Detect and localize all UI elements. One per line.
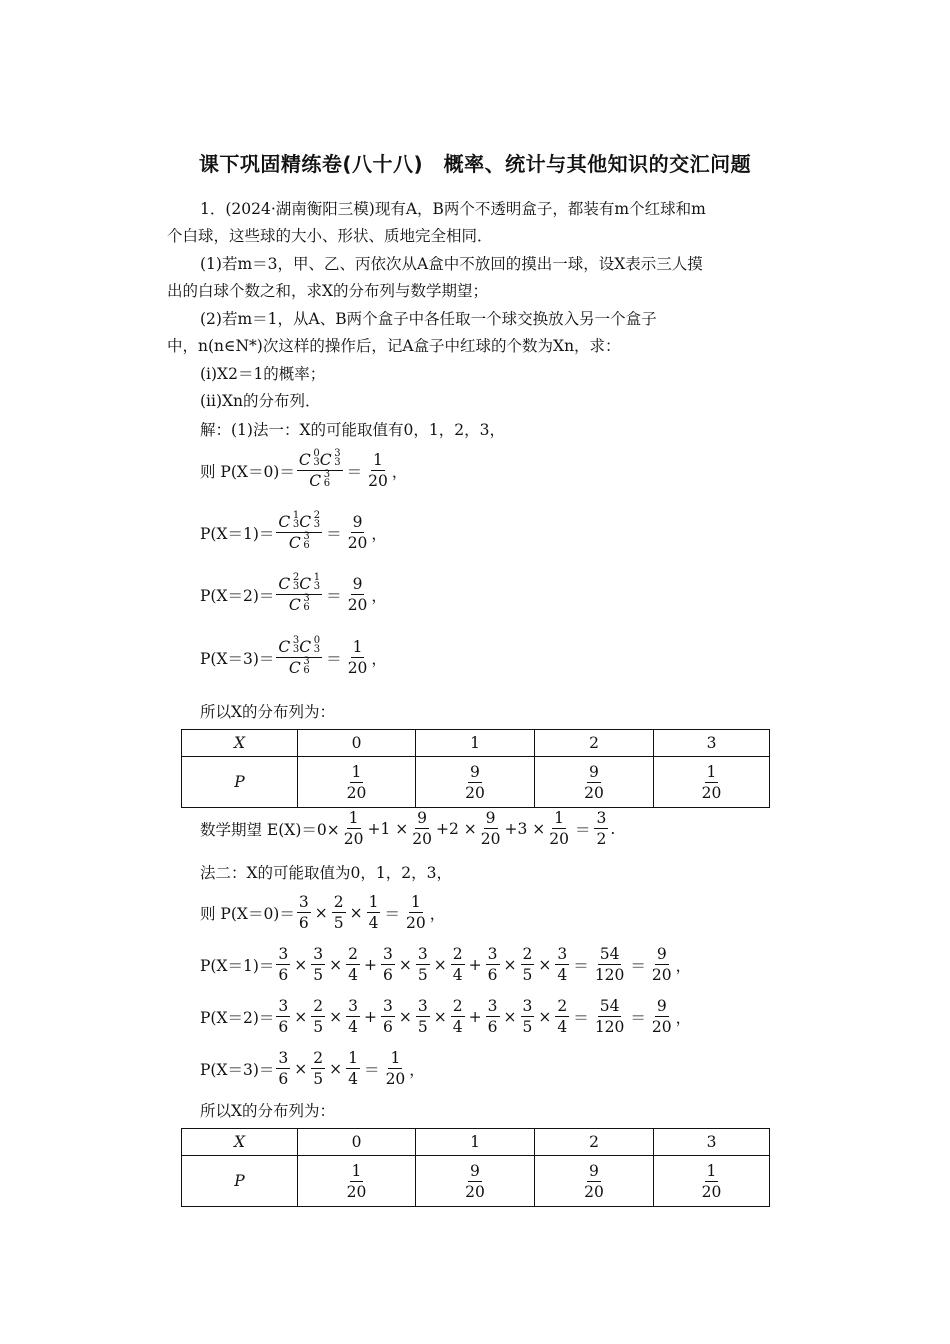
table-cell: $\frac{9}{20}$: [535, 757, 654, 808]
table-cell: P: [182, 1156, 298, 1207]
fraction: $\frac{1}{4}$: [368, 893, 379, 932]
p3-prefix: P(X＝3)＝: [200, 649, 275, 668]
fraction: $\frac{9}{20}$: [651, 997, 672, 1036]
fraction: $\frac{2}{5}$: [522, 945, 533, 984]
combination-symbol: C 3 3: [278, 635, 300, 656]
result-denominator: 20: [347, 534, 368, 552]
part1-line-1: (1)若m＝3，甲、乙、丙依次从A盒中不放回的摸出一球，设X表示三人摸: [200, 255, 703, 273]
result-denominator: 20: [368, 472, 388, 490]
combo-fraction: [276, 637, 322, 678]
combo-numerator: [297, 450, 343, 471]
result-fraction: [346, 637, 370, 678]
fraction: $\frac{2}{4}$: [348, 945, 359, 984]
fraction: $\frac{1}{20}$: [406, 893, 426, 932]
combo-numerator: [276, 512, 322, 533]
combination-symbol: C 1 3: [299, 572, 321, 593]
equation-p2: P(X＝2)＝ C 2 3 C 1 3 C 3 6 ＝ $\frac{9}{20}$ ，: [200, 572, 387, 614]
distribution-intro-2: 所以X的分布列为：: [200, 1102, 336, 1120]
fraction: $\frac{2}{4}$: [452, 945, 463, 984]
fraction: $\frac{3}{6}$: [278, 945, 289, 984]
equation-p0: 则 P(X＝0)＝ C 0 3 C 3 3 C 3 6 ＝ $\frac{1}{20}$ ，: [200, 448, 408, 490]
fraction: $\frac{3}{5}$: [417, 945, 428, 984]
fraction: $\frac{3}{6}$: [487, 945, 498, 984]
result-fraction: [346, 574, 370, 615]
table-probability-row: [182, 1156, 770, 1207]
combo-denominator: [287, 595, 312, 615]
distribution-table-1: [181, 729, 770, 808]
part1-line-2: 出的白球个数之和，求X的分布列与数学期望；: [167, 282, 489, 300]
fraction: $\frac{9}{20}$: [651, 945, 672, 984]
distribution-table-2: [181, 1128, 770, 1207]
result-numerator: 1: [352, 638, 363, 656]
distribution-intro-1: 所以X的分布列为：: [200, 703, 336, 721]
fraction: $\frac{2}{5}$: [313, 997, 324, 1036]
combination-symbol: C 0 3: [299, 635, 321, 656]
expectation-prefix: 数学期望 E(X)＝0×: [200, 820, 340, 839]
fraction: $\frac{2}{4}$: [452, 997, 463, 1036]
fraction: $\frac{2}{5}$: [313, 1049, 324, 1088]
part2-line-2: 中，n(n∈N*)次这样的操作后，记A盒子中红球的个数为Xn，求：: [167, 337, 621, 355]
result-fraction: [346, 512, 370, 553]
result-denominator: 20: [347, 659, 368, 677]
combination-symbol: C 1 3: [278, 510, 300, 531]
combo-fraction: [297, 450, 343, 491]
combo-numerator: [276, 637, 322, 658]
sub-question-i: (i)X2＝1的概率；: [200, 365, 326, 383]
m2-equation-p0: 则 P(X＝0)＝ $\frac{3}{6}$ × $\frac{2}{5}$ × $\frac{1}{4}$ ＝ $\frac{1}{20}$ ，: [200, 893, 446, 932]
table-cell: 2: [535, 1129, 654, 1156]
table-cell: $\frac{1}{20}$: [298, 757, 416, 808]
combination-symbol: C 3 6: [288, 593, 310, 614]
m2-p0-prefix: 则 P(X＝0)＝: [200, 904, 295, 923]
table-cell: $\frac{1}{20}$: [654, 1156, 770, 1207]
problem-line-1: 1．(2024·湖南衡阳三模)现有A，B两个不透明盒子，都装有m个红球和m: [200, 200, 706, 218]
table-cell: $\frac{9}{20}$: [535, 1156, 654, 1207]
combination-symbol: C 2 3: [299, 510, 321, 531]
combo-fraction: [276, 574, 322, 615]
fraction: $\frac{2}{5}$: [333, 893, 344, 932]
combo-numerator: [276, 574, 322, 595]
fraction: $\frac{3}{6}$: [278, 1049, 289, 1088]
m2-equation-p1: P(X＝1)＝ $\frac{3}{6}$ × $\frac{3}{5}$ × $\frac{2}{4}$ + $\frac{3}{6}$ × $\frac{3}{5}$ × $\frac{2}{4}$ + $\frac{3}{6}$ × $\frac{2}{5}$ × $\frac{3}{4}$ ＝ $\frac{54}{120}$ ＝ $\frac{9}{20}$ ，: [200, 945, 692, 984]
combination-symbol: C 2 3: [278, 572, 300, 593]
combination-symbol: C 3 6: [288, 531, 310, 552]
table-cell: 0: [298, 730, 416, 757]
combo-fraction: [276, 512, 322, 553]
result-numerator: 9: [352, 513, 363, 531]
table-cell: $\frac{9}{20}$: [416, 1156, 535, 1207]
combination-symbol: C 3 3: [319, 448, 341, 469]
expectation-equation: 数学期望 E(X)＝0× $\frac{1}{20}$ +1 × $\frac{9}{20}$ +2 × $\frac{9}{20}$ +3 × $\frac{1}{20}$ ＝ $\frac{3}{2}$ .: [200, 809, 616, 848]
m2-p1-prefix: P(X＝1)＝: [200, 956, 275, 975]
fraction: $\frac{3}{4}$: [557, 945, 568, 984]
fraction: $\frac{3}{6}$: [298, 893, 309, 932]
fraction: $\frac{54}{120}$: [594, 945, 625, 984]
fraction: $\frac{3}{6}$: [383, 945, 393, 984]
table-cell: 3: [654, 730, 770, 757]
m2-p2-prefix: P(X＝2)＝: [200, 1008, 275, 1027]
combination-symbol: C 3 6: [309, 469, 331, 490]
combo-denominator: [307, 471, 332, 491]
combo-denominator: [287, 533, 312, 553]
sub-question-ii: (ii)Xn的分布列．: [200, 392, 321, 410]
table-header-row: [182, 1129, 770, 1156]
table-cell: 1: [416, 1129, 535, 1156]
table-cell: 0: [298, 1129, 416, 1156]
fraction: $\frac{3}{6}$: [487, 997, 498, 1036]
fraction: $\frac{3}{5}$: [522, 997, 533, 1036]
fraction: $\frac{54}{120}$: [594, 997, 625, 1036]
m2-p3-prefix: P(X＝3)＝: [200, 1060, 275, 1079]
part2-line-1: (2)若m＝1，从A、B两个盒子中各任取一个球交换放入另一个盒子: [200, 310, 657, 328]
fraction: $\frac{3}{6}$: [383, 997, 393, 1036]
equation-p1: P(X＝1)＝ C 1 3 C 2 3 C 3 6 ＝ $\frac{9}{20}$ ，: [200, 510, 387, 552]
result-numerator: 1: [373, 451, 383, 469]
fraction: $\frac{2}{4}$: [557, 997, 568, 1036]
combo-denominator: [287, 658, 312, 678]
p2-prefix: P(X＝2)＝: [200, 586, 275, 605]
equation-p3: P(X＝3)＝ C 3 3 C 0 3 C 3 6 ＝ $\frac{1}{20}$ ，: [200, 635, 387, 677]
table-header-row: [182, 730, 770, 757]
m2-equation-p2: P(X＝2)＝ $\frac{3}{6}$ × $\frac{2}{5}$ × $\frac{3}{4}$ + $\frac{3}{6}$ × $\frac{3}{5}$ × $\frac{2}{4}$ + $\frac{3}{6}$ × $\frac{3}{5}$ × $\frac{2}{4}$ ＝ $\frac{54}{120}$ ＝ $\frac{9}{20}$ ，: [200, 997, 692, 1036]
method1-intro: 解：(1)法一：X的可能取值有0，1，2，3，: [200, 421, 505, 439]
table-cell: X: [182, 730, 298, 757]
combination-symbol: C 0 3: [298, 448, 320, 469]
fraction: $\frac{3}{6}$: [278, 997, 289, 1036]
page-title: 课下巩固精练卷(八十八) 概率、统计与其他知识的交汇问题: [198, 152, 752, 176]
fraction: $\frac{3}{5}$: [417, 997, 428, 1036]
p0-prefix: 则 P(X＝0)＝: [200, 462, 295, 481]
combination-symbol: C 3 6: [288, 656, 310, 677]
m2-equation-p3: P(X＝3)＝ $\frac{3}{6}$ × $\frac{2}{5}$ × $\frac{1}{4}$ ＝ $\frac{1}{20}$ ，: [200, 1049, 425, 1088]
fraction: $\frac{3}{4}$: [348, 997, 359, 1036]
table-cell: $\frac{9}{20}$: [416, 757, 535, 808]
result-denominator: 20: [347, 596, 368, 614]
table-cell: 2: [535, 730, 654, 757]
fraction: $\frac{1}{4}$: [348, 1049, 359, 1088]
p1-prefix: P(X＝1)＝: [200, 524, 275, 543]
table-cell: 3: [654, 1129, 770, 1156]
table-cell: 1: [416, 730, 535, 757]
table-cell: X: [182, 1129, 298, 1156]
fraction: $\frac{1}{20}$: [385, 1049, 406, 1088]
table-cell: P: [182, 757, 298, 808]
fraction: $\frac{3}{5}$: [313, 945, 324, 984]
table-cell: $\frac{1}{20}$: [298, 1156, 416, 1207]
result-numerator: 9: [352, 575, 363, 593]
method2-intro: 法二：X的可能取值为0，1，2，3，: [200, 864, 452, 882]
problem-line-2: 个白球，这些球的大小、形状、质地完全相同．: [167, 227, 493, 245]
result-fraction: [366, 450, 390, 491]
table-cell: $\frac{1}{20}$: [654, 757, 770, 808]
table-probability-row: [182, 757, 770, 808]
